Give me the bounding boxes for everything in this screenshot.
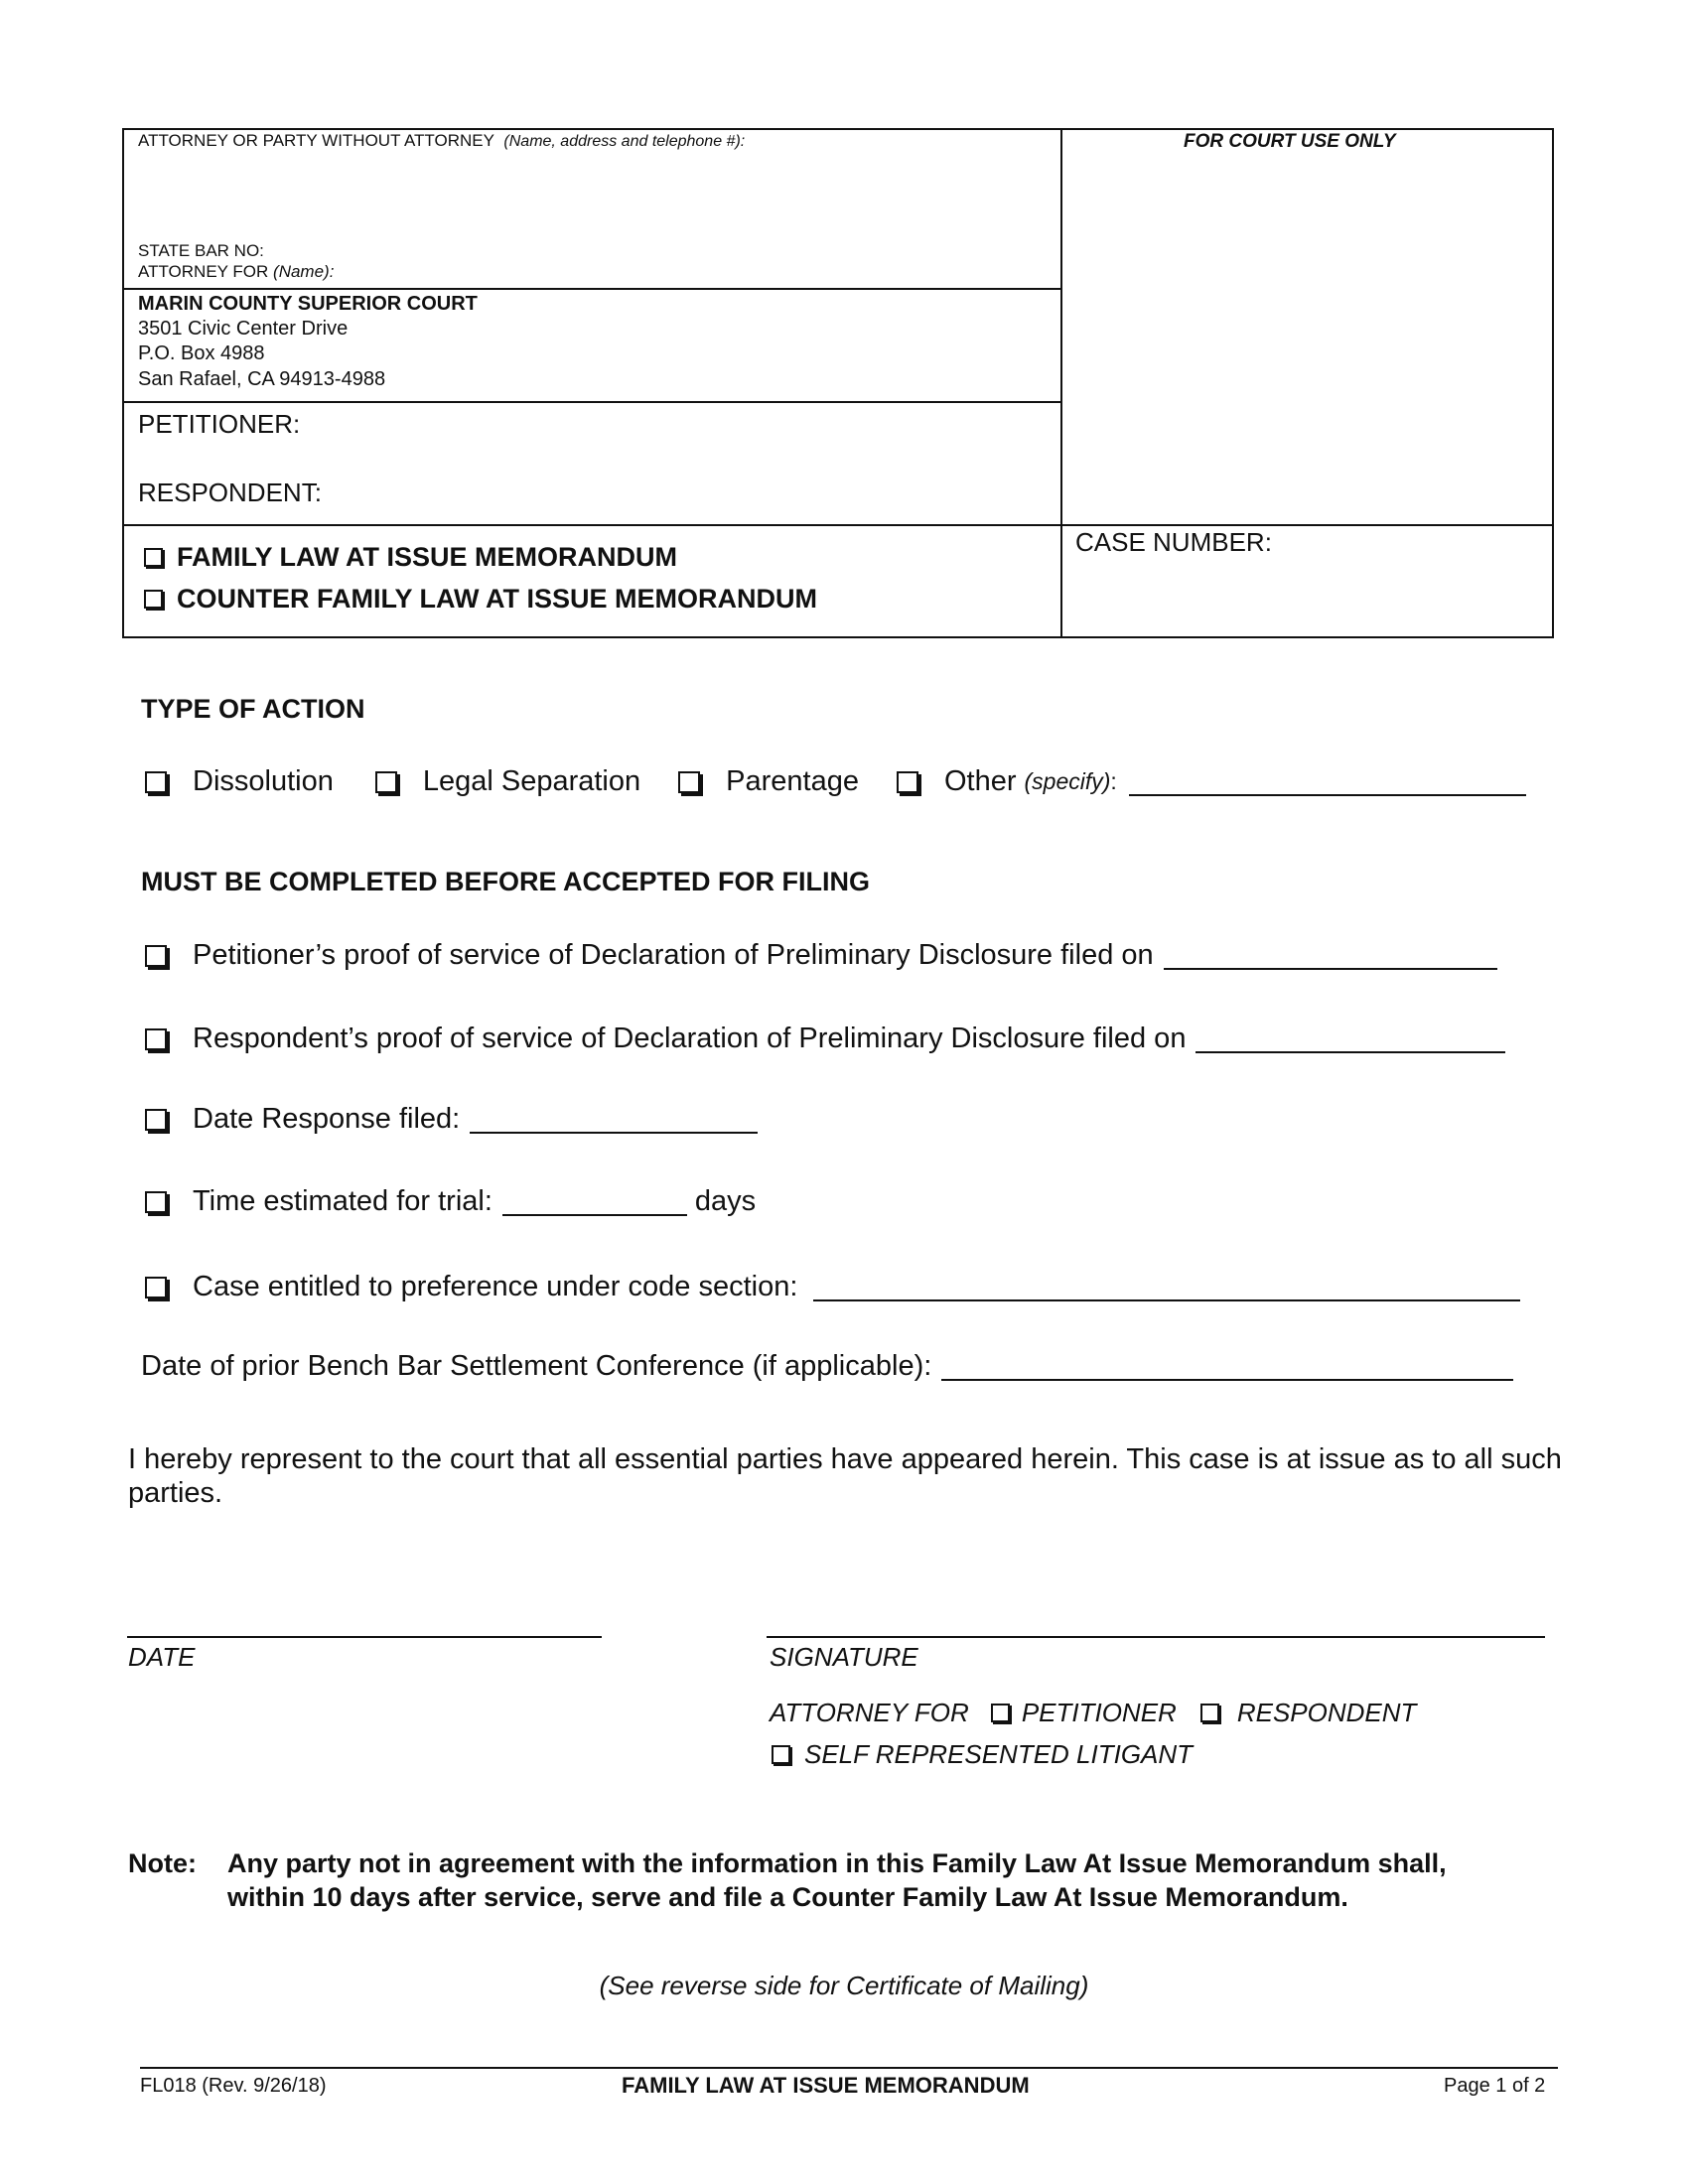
legal-separation-checkbox[interactable] (375, 771, 397, 793)
trial-days-field[interactable] (502, 1188, 687, 1216)
other-label: Other (943, 765, 1017, 797)
title-family-law-checkbox[interactable] (144, 548, 163, 567)
specify-note: (specify) (1024, 768, 1111, 794)
requirement-5-label: Case entitled to preference under code section: (193, 1271, 798, 1302)
requirement-5-checkbox[interactable] (145, 1277, 167, 1298)
requirement-4-label: Time estimated for trial: (193, 1185, 492, 1217)
dissolution-checkbox[interactable] (145, 771, 167, 793)
court-address-3: San Rafael, CA 94913-4988 (138, 368, 386, 390)
bench-bar-date-field[interactable] (941, 1353, 1513, 1381)
self-rep-row (772, 1739, 1193, 1770)
reverse-side-note: (See reverse side for Certificate of Mailing) (599, 1971, 1089, 2000)
specify-colon: : (1110, 768, 1117, 794)
caption-divider (1060, 128, 1062, 638)
signature-label: SIGNATURE (770, 1642, 918, 1672)
requirement-1 (145, 939, 1497, 972)
legal-separation-label: Legal Separation (422, 765, 641, 797)
requirement-3 (145, 1103, 758, 1136)
title-family-law-row (144, 542, 677, 573)
type-of-action-heading: TYPE OF ACTION (141, 694, 365, 724)
attorney-for-label: ATTORNEY FOR (Name): (138, 262, 335, 281)
petitioner-checkbox[interactable] (991, 1704, 1010, 1722)
requirement-6-label: Date of prior Bench Bar Settlement Conference (if applicable): (141, 1350, 932, 1382)
court-use-label: FOR COURT USE ONLY (1184, 131, 1396, 152)
page-number: Page 1 of 2 (1444, 2075, 1546, 2097)
self-represented-checkbox[interactable] (772, 1745, 790, 1764)
requirement-6 (141, 1350, 1513, 1383)
title-counter-row (144, 584, 817, 614)
respondent-sig-label: RESPONDENT (1236, 1698, 1417, 1727)
court-address-1: 3501 Civic Center Drive (138, 318, 349, 340)
title-family-law: FAMILY LAW AT ISSUE MEMORANDUM (177, 542, 678, 572)
requirement-2 (145, 1023, 1505, 1055)
attorney-for-sig-label: ATTORNEY FOR (770, 1698, 969, 1727)
requirement-1-checkbox[interactable] (145, 945, 167, 967)
footer-rule (140, 2067, 1558, 2069)
court-name: MARIN COUNTY SUPERIOR COURT (138, 293, 478, 315)
court-address-2: P.O. Box 4988 (138, 342, 265, 364)
title-divider (122, 524, 1554, 526)
note-label: Note: (128, 1848, 197, 1878)
requirement-2-checkbox[interactable] (145, 1028, 167, 1050)
parentage-label: Parentage (726, 765, 859, 797)
state-bar-label: STATE BAR NO: (138, 241, 264, 260)
date-line (127, 1636, 602, 1638)
title-counter-checkbox[interactable] (144, 590, 163, 609)
requirement-4-checkbox[interactable] (145, 1191, 167, 1213)
note-line-2: within 10 days after service, serve and file a Counter Family Law At Issue Memorandum. (227, 1882, 1348, 1912)
dissolution-label: Dissolution (193, 765, 334, 797)
respondent-checkbox[interactable] (1200, 1704, 1219, 1722)
signature-line (767, 1636, 1545, 1638)
note-line-1: Any party not in agreement with the information in this Family Law At Issue Memorandum shall, (227, 1848, 1447, 1878)
parentage-checkbox[interactable] (678, 771, 700, 793)
petitioner-sig-label: PETITIONER (1021, 1698, 1177, 1727)
response-date-field[interactable] (470, 1106, 758, 1134)
respondent-label: RESPONDENT: (138, 478, 322, 507)
attorney-label: ATTORNEY OR PARTY WITHOUT ATTORNEY (Name, address and telephone #): (138, 131, 746, 150)
representation-statement: I hereby represent to the court that all essential parties have appeared herein. This case is at issue as to all such parties. (128, 1443, 1562, 1509)
requirements-heading: MUST BE COMPLETED BEFORE ACCEPTED FOR FILING (141, 867, 871, 896)
requirement-4 (145, 1185, 756, 1218)
self-represented-label: SELF REPRESENTED LITIGANT (804, 1739, 1194, 1769)
footer-title: FAMILY LAW AT ISSUE MEMORANDUM (622, 2073, 1030, 2098)
petitioner-label: PETITIONER: (138, 409, 301, 439)
other-specify-field[interactable] (1129, 768, 1526, 796)
attorney-for-row (770, 1698, 1416, 1728)
case-number-label: CASE NUMBER: (1075, 527, 1272, 557)
court-divider (122, 401, 1061, 403)
attorney-divider (122, 288, 1061, 290)
trial-days-unit: days (694, 1185, 757, 1217)
form-id: FL018 (Rev. 9/26/18) (140, 2075, 327, 2097)
type-of-action-options (145, 765, 1545, 798)
petitioner-disclosure-date-field[interactable] (1164, 942, 1497, 970)
requirement-1-label: Petitioner’s proof of service of Declaration of Preliminary Disclosure filed on (193, 939, 1154, 971)
title-counter: COUNTER FAMILY LAW AT ISSUE MEMORANDUM (177, 584, 818, 614)
respondent-disclosure-date-field[interactable] (1196, 1025, 1505, 1053)
requirement-5 (145, 1271, 1520, 1303)
other-checkbox[interactable] (897, 771, 918, 793)
requirement-3-checkbox[interactable] (145, 1109, 167, 1131)
code-section-field[interactable] (813, 1274, 1520, 1301)
date-label: DATE (128, 1642, 196, 1672)
requirement-3-label: Date Response filed: (193, 1103, 461, 1135)
requirement-2-label: Respondent’s proof of service of Declaration of Preliminary Disclosure filed on (193, 1023, 1187, 1054)
